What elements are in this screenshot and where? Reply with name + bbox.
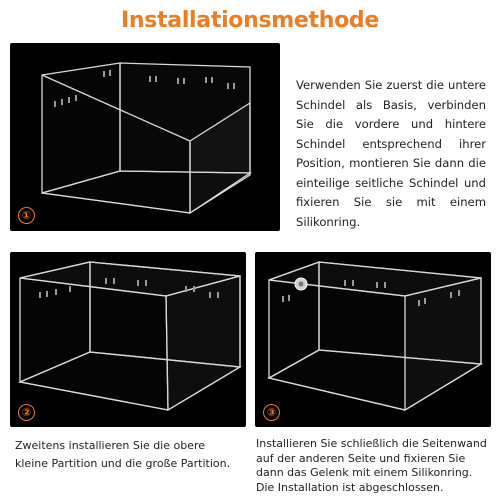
- step-2-image-panel: [10, 252, 246, 427]
- acrylic-box-step-2-illustration: [10, 252, 246, 427]
- acrylic-box-step-1-illustration: [10, 43, 280, 231]
- step-1-description: Verwenden Sie zuerst die untere Schindel als Basis, verbinden Sie die vordere und hintere Schindel entsprechend ihrer Position, montieren Sie dann die einteilige seitliche Schindel und fixieren Sie sie mit einem Silikonring.: [296, 78, 486, 229]
- step-2-marker: ②: [18, 404, 35, 421]
- step-3-marker: ③: [263, 404, 280, 421]
- step-3-description: Installieren Sie schließlich die Seitenwand auf der anderen Seite und fixieren Sie dann das Gelenk mit einem Silikonring. Die Installation ist abgeschlossen.: [256, 437, 487, 494]
- step-1-marker: ①: [18, 207, 35, 224]
- step-2-description: Zweitens installieren Sie die obere kleine Partition und die große Partition.: [15, 439, 231, 470]
- acrylic-box-step-3-illustration: [255, 252, 491, 427]
- step-3-image-panel: [255, 252, 491, 427]
- page-title: Installationsmethode: [121, 8, 379, 33]
- step-1-image-panel: [10, 43, 280, 231]
